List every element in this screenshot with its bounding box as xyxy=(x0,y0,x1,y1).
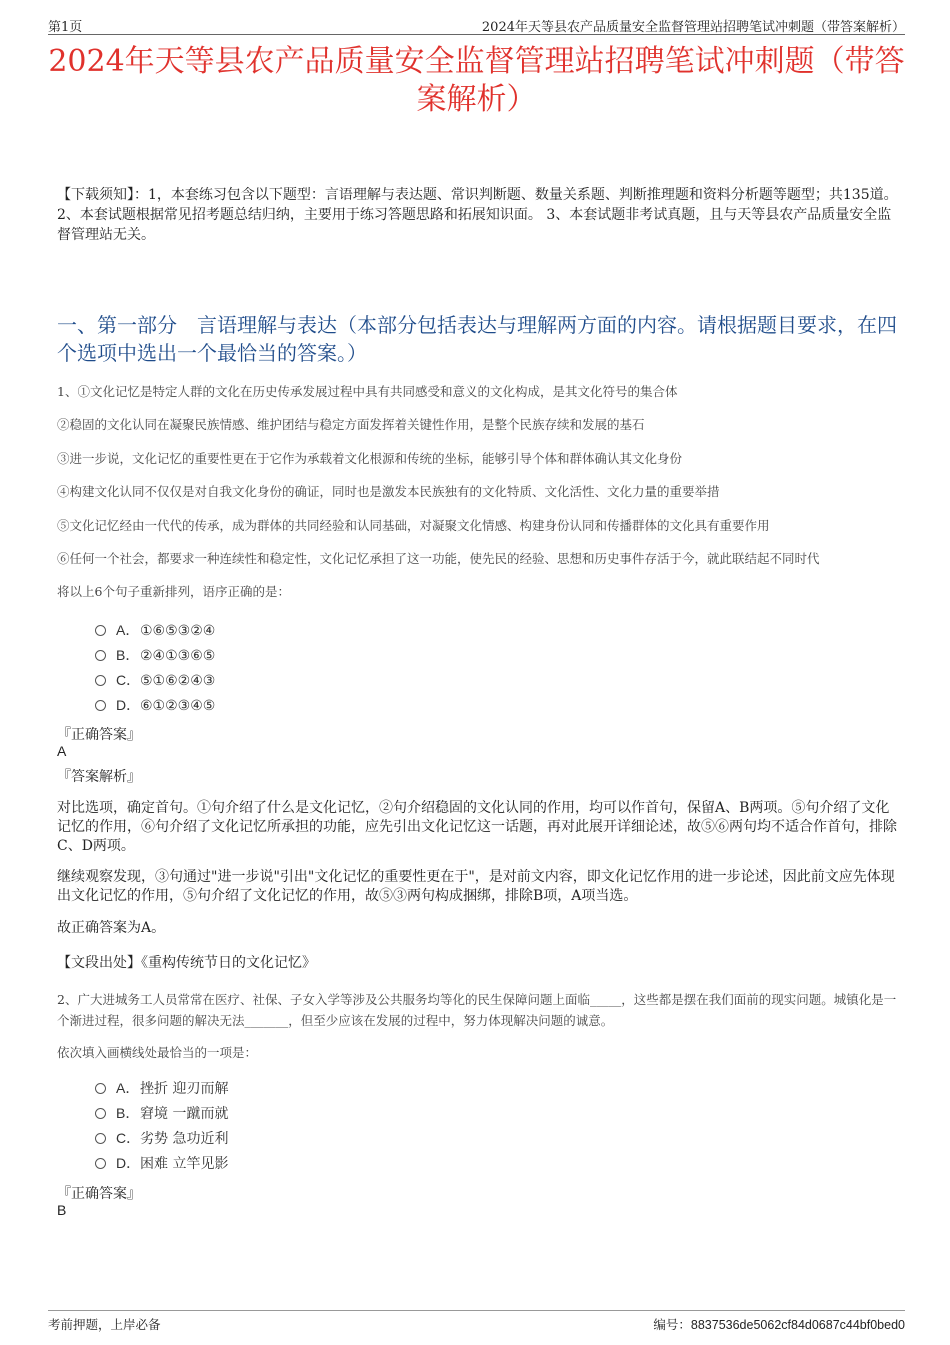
q1-prompt: 将以上6个句子重新排列，语序正确的是： xyxy=(57,584,290,599)
q1-sentence-2: ②稳固的文化认同在凝聚民族情感、维护团结与稳定方面发挥着关键性作用，是整个民族存续和发展的基石 xyxy=(57,417,645,432)
q1-sentence-5: ⑤文化记忆经由一代代的传承，成为群体的共同经验和认同基础，对凝聚文化情感、构建身份认同和传播群体的文化具有重要作用 xyxy=(57,518,770,533)
radio-icon[interactable] xyxy=(95,700,106,711)
q1-sentence-4: ④构建文化认同不仅仅是对自我文化身份的确证，同时也是激发本民族独有的文化特质、文化活性、文化力量的重要举措 xyxy=(57,484,720,499)
q2-answer: B xyxy=(57,1202,67,1218)
document-code xyxy=(653,1315,905,1333)
q2-option-c[interactable]: C．劣势 急功近利 xyxy=(95,1128,228,1153)
footer-slogan: 考前押题，上岸必备 xyxy=(48,1317,161,1332)
document-code-value: 8837536de5062cf84d0687c44bf0bed0 xyxy=(690,1318,905,1332)
page-footer xyxy=(48,1310,905,1336)
q2-option-b[interactable]: B．窘境 一蹴而就 xyxy=(95,1103,228,1128)
q1-option-d[interactable]: D．⑥①②③④⑤ xyxy=(95,695,215,720)
q2-answer-label: 『正确答案』 xyxy=(57,1186,141,1202)
radio-icon[interactable] xyxy=(95,1108,106,1119)
q1-analysis-paragraph: 继续观察发现，③句通过"进一步说"引出"文化记忆的重要性更在于"，是对前文内容，即文化记忆作用的进一步论述，因此前文应先体现出文化记忆的作用，⑤句介绍了文化记忆的作用，故⑤③两句构成捆绑，排除B项，A项当选。 xyxy=(57,869,895,904)
q1-analysis-paragraph: 对比选项，确定首句。①句介绍了什么是文化记忆，②句介绍稳固的文化认同的作用，均可以作首句，保留A、B两项。⑤句介绍了文化记忆的作用，⑥句介绍了文化记忆所承担的功能，应先引出文化记忆这一话题，再对此展开详细论述，故⑤⑥两句均不适合作首句，排除C、D两项。 xyxy=(57,800,897,854)
q2-option-d[interactable]: D．困难 立竿见影 xyxy=(95,1153,228,1178)
q1-answer-label: 『正确答案』 xyxy=(57,727,141,743)
radio-icon[interactable] xyxy=(95,625,106,636)
q1-analysis-conclusion: 故正确答案为A。 xyxy=(57,920,166,936)
page-header xyxy=(48,14,905,35)
q2-options xyxy=(95,1078,228,1178)
q1-source: 【文段出处】《重构传统节日的文化记忆》 xyxy=(57,955,316,971)
radio-icon[interactable] xyxy=(95,650,106,661)
q1-answer: A xyxy=(57,743,67,759)
q1-sentence-3: ③进一步说，文化记忆的重要性更在于它作为承载着文化根源和传统的坐标，能够引导个体和群体确认其文化身份 xyxy=(57,451,683,466)
q1-analysis-label: 『答案解析』 xyxy=(57,769,141,785)
section-heading: 一、第一部分 言语理解与表达（本部分包括表达与理解两方面的内容。请根据题目要求，在四个选项中选出一个最恰当的答案。） xyxy=(57,313,897,365)
q1-sentence-6: ⑥任何一个社会，都要求一种连续性和稳定性，文化记忆承担了这一功能，使先民的经验、思想和历史事件存活于今，就此联结起不同时代 xyxy=(57,551,820,566)
document-code-label: 编号： xyxy=(653,1317,691,1332)
q2-stem: 2、广大进城务工人员常常在医疗、社保、子女入学等涉及公共服务均等化的民生保障问题上面临_____，这些都是摆在我们面前的现实问题。城镇化是一个渐进过程，很多问题的解决无法_______，但至少应该在发展的过程中，努力体现解决问题的诚意。 xyxy=(57,992,897,1028)
q1-option-b[interactable]: B．②④①③⑥⑤ xyxy=(95,645,215,670)
q2-prompt: 依次填入画横线处最恰当的一项是： xyxy=(57,1045,258,1060)
q1-option-a[interactable]: A．①⑥⑤③②④ xyxy=(95,620,215,645)
q2-option-a[interactable]: A．挫折 迎刃而解 xyxy=(95,1078,228,1103)
download-notice: 【下载须知】：1，本套练习包含以下题型：言语理解与表达题、常识判断题、数量关系题、判断推理题和资料分析题等题型；共135道。 2、本套试题根据常见招考题总结归纳，主要用于练习答题思路和拓展知识面。 3、本套试题非考试真题，且与天等县农产品质量安全监督管理站无关。 xyxy=(57,187,898,243)
q1-option-c[interactable]: C．⑤①⑥②④③ xyxy=(95,670,215,695)
radio-icon[interactable] xyxy=(95,1083,106,1094)
radio-icon[interactable] xyxy=(95,675,106,686)
document-title: 2024年天等县农产品质量安全监督管理站招聘笔试冲刺题（带答案解析） xyxy=(48,44,905,117)
radio-icon[interactable] xyxy=(95,1133,106,1144)
q1-options xyxy=(95,620,215,720)
page-number: 第1页 xyxy=(48,20,83,35)
radio-icon[interactable] xyxy=(95,1158,106,1169)
q1-sentence-1: 1、①文化记忆是特定人群的文化在历史传承发展过程中具有共同感受和意义的文化构成，是其文化符号的集合体 xyxy=(57,384,678,399)
running-title: 2024年天等县农产品质量安全监督管理站招聘笔试冲刺题（带答案解析） xyxy=(481,20,905,35)
